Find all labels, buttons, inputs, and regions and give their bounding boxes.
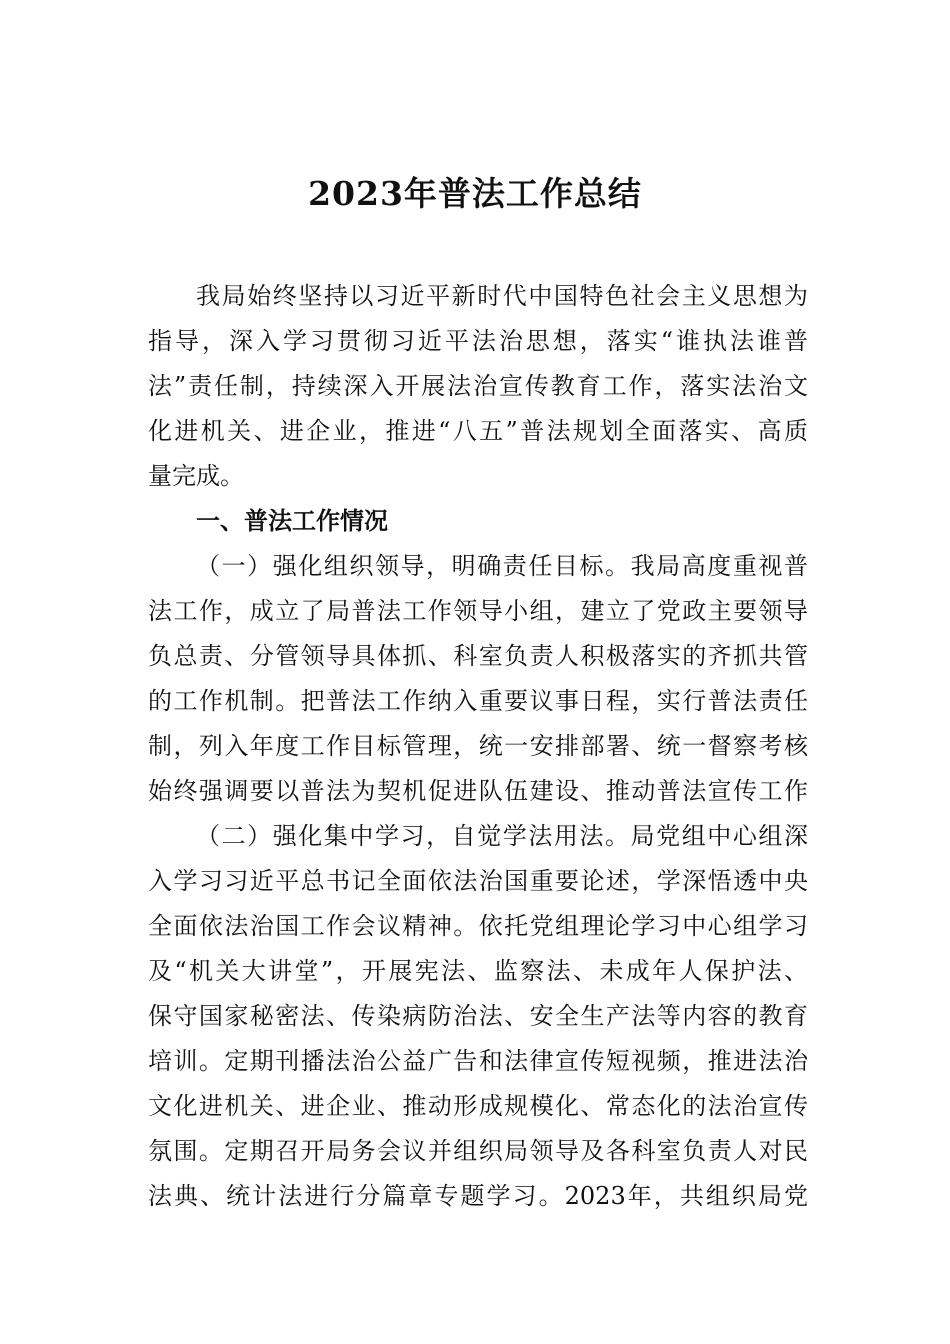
paragraph-line: 培训。定期刊播法治公益广告和法律宣传短视频，推进法治 (148, 1047, 808, 1075)
paragraph-line: 及“机关大讲堂”，开展宪法、监察法、未成年人保护法、 (148, 957, 808, 985)
paragraph-line: 文化进机关、进企业、推动形成规模化、常态化的法治宣传 (148, 1092, 808, 1120)
paragraph-line: 我局始终坚持以习近平新时代中国特色社会主义思想为 (196, 282, 808, 310)
paragraph-line: 法”责任制，持续深入开展法治宣传教育工作，落实法治文 (148, 372, 808, 400)
paragraph-line: 法工作，成立了局普法工作领导小组，建立了党政主要领导 (148, 597, 808, 625)
section-heading: 一、普法工作情况 (196, 507, 388, 535)
paragraph-line: 量完成。 (148, 462, 244, 490)
paragraph-line: 氛围。定期召开局务会议并组织局领导及各科室负责人对民 (148, 1137, 808, 1165)
paragraph-line: （一）强化组织领导，明确责任目标。我局高度重视普 (196, 552, 808, 580)
paragraph-line: 的工作机制。把普法工作纳入重要议事日程，实行普法责任 (148, 687, 808, 715)
paragraph-line: 制，列入年度工作目标管理，统一安排部署、统一督察考核 (148, 732, 808, 760)
paragraph-line: 化进机关、进企业，推进“八五”普法规划全面落实、高质 (148, 417, 808, 445)
paragraph-line: 保守国家秘密法、传染病防治法、安全生产法等内容的教育 (148, 1002, 808, 1030)
document-title: 2023年普法工作总结 (308, 174, 642, 213)
paragraph-line: （二）强化集中学习，自觉学法用法。局党组中心组深 (196, 822, 808, 850)
paragraph-line: 全面依法治国工作会议精神。依托党组理论学习中心组学习 (148, 912, 808, 940)
paragraph-line: 入学习习近平总书记全面依法治国重要论述，学深悟透中央 (148, 867, 808, 895)
paragraph-line: 始终强调要以普法为契机促进队伍建设、推动普法宣传工作 (148, 777, 808, 805)
paragraph-line: 负总责、分管领导具体抓、科室负责人积极落实的齐抓共管 (148, 642, 808, 670)
paragraph-line: 法典、统计法进行分篇章专题学习。2023年，共组织局党 (148, 1182, 808, 1210)
paragraph-line: 指导，深入学习贯彻习近平法治思想，落实“谁执法谁普 (148, 327, 808, 355)
